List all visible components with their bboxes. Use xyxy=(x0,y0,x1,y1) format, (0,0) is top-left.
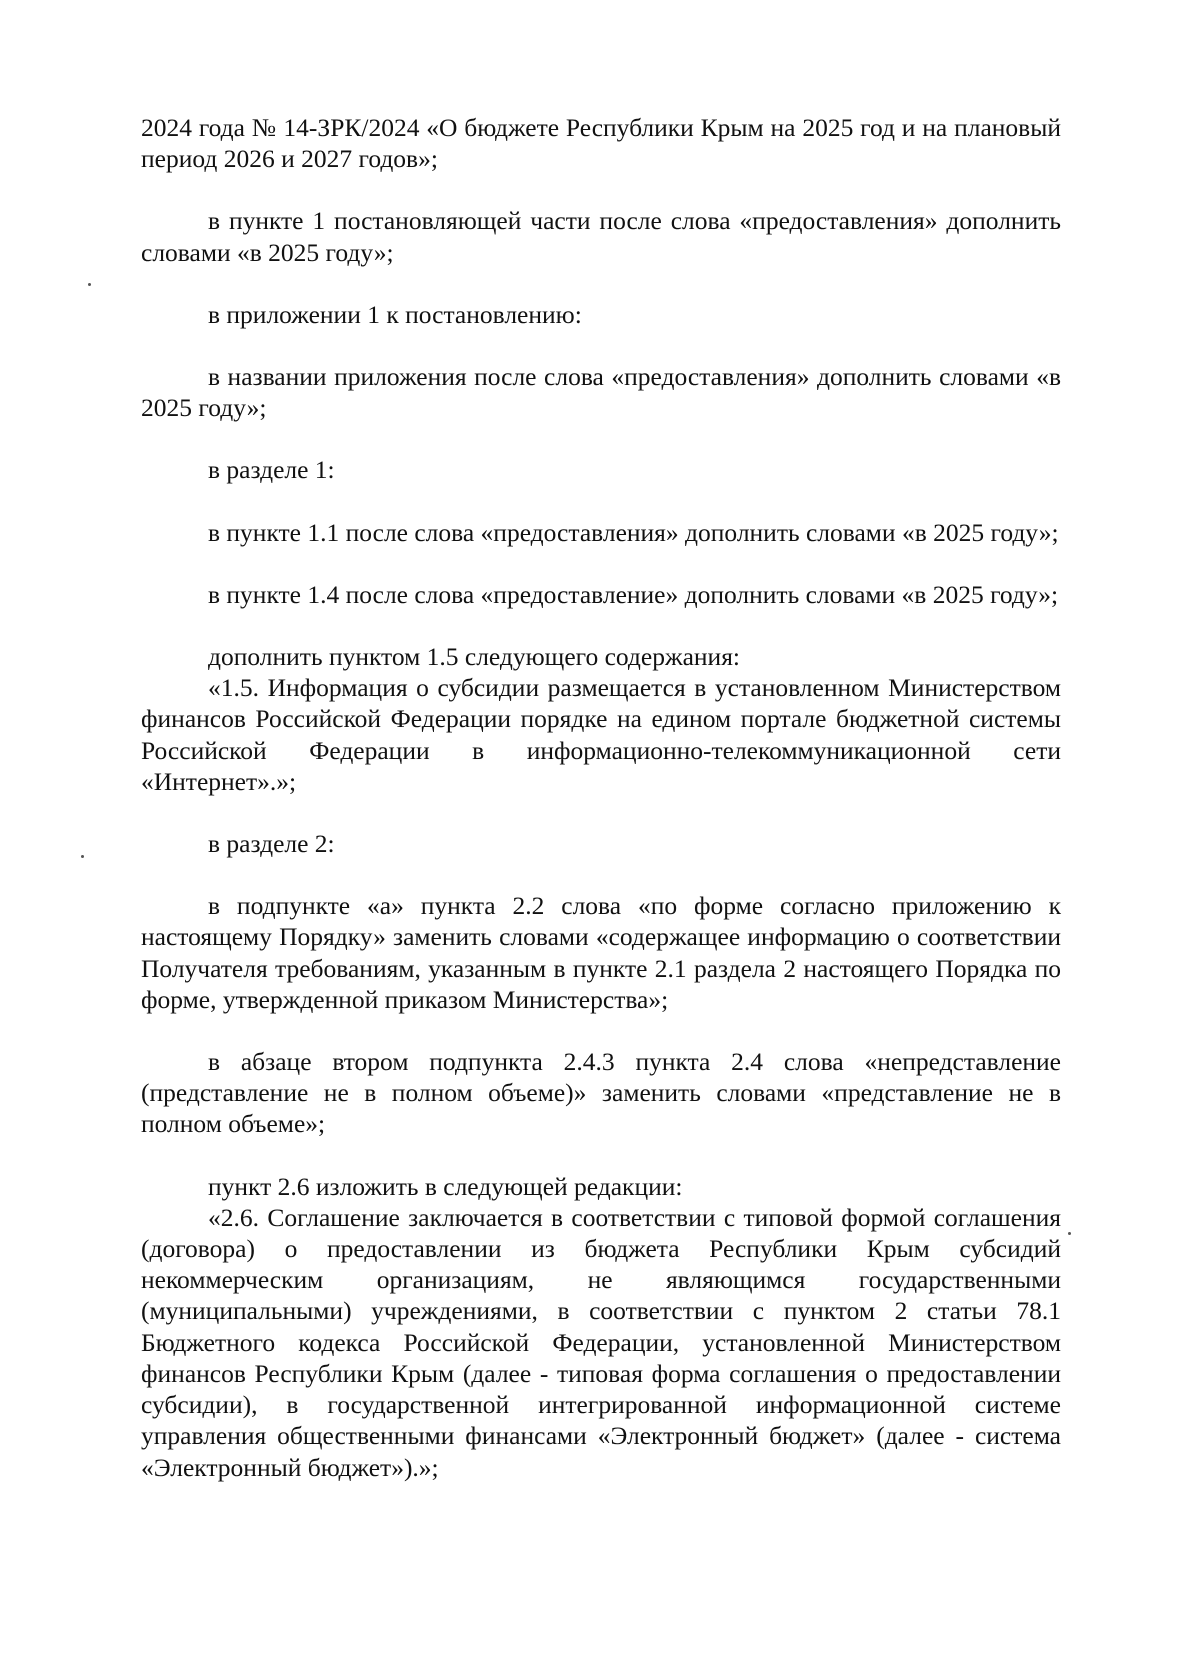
paragraph-continuation: 2024 года № 14-ЗРК/2024 «О бюджете Республики Крым на 2025 год и на плановый период 2026 и 2027 годов»; xyxy=(141,113,1061,174)
paragraph-appendix-title: в названии приложения после слова «предоставления» дополнить словами «в 2025 году»; xyxy=(141,362,1061,423)
paragraph-point-2-4-3: в абзаце втором подпункта 2.4.3 пункта 2.4 слова «непредставление (представление не в полном объеме)» заменить словами «представление не в полном объеме»; xyxy=(141,1047,1061,1139)
scan-speck xyxy=(88,283,91,286)
paragraph-point-2-6-text: «2.6. Соглашение заключается в соответствии с типовой формой соглашения (договора) о предоставлении из бюджета Республики Крым субсидий некоммерческим организациям, не являющимся государственными (муниципальными) учреждениями, в соответствии с пунктом 2 статьи 78.1 Бюджетного кодекса Российской Федерации, установленной Министерством финансов Республики Крым (далее - типовая форма соглашения о предоставлении субсидии), в государственной интегрированной информационной системе управления общественными финансами «Электронный бюджет» (далее - система «Электронный бюджет»).»; xyxy=(141,1202,1061,1482)
paragraph-amendment-point-1: в пункте 1 постановляющей части после слова «предоставления» дополнить словами «в 2025 году»; xyxy=(141,206,1061,267)
paragraph-point-2-6-intro: пункт 2.6 изложить в следующей редакции: xyxy=(208,1171,683,1201)
scan-speck xyxy=(1068,1232,1071,1235)
paragraph-point-1-4: в пункте 1.4 после слова «предоставление» дополнить словами «в 2025 году»; xyxy=(208,579,1059,609)
paragraph-add-point-1-5: дополнить пунктом 1.5 следующего содержания: xyxy=(208,642,741,672)
paragraph-point-1-1: в пункте 1.1 после слова «предоставления» дополнить словами «в 2025 году»; xyxy=(208,517,1059,547)
paragraph-section-1: в разделе 1: xyxy=(208,455,335,485)
paragraph-appendix-1: в приложении 1 к постановлению: xyxy=(208,299,582,329)
document-body xyxy=(141,112,1061,1483)
paragraph-section-2: в разделе 2: xyxy=(208,829,335,859)
paragraph-point-1-5-text: «1.5. Информация о субсидии размещается в установленном Министерством финансов Российской Федерации порядке на едином портале бюджетной системы Российской Федерации в информационно-телекоммуникационной сети «Интернет».»; xyxy=(141,673,1061,796)
scan-speck xyxy=(81,855,84,858)
paragraph-point-2-2: в подпункте «а» пункта 2.2 слова «по форме согласно приложению к настоящему Порядку» заменить словами «содержащее информацию о соответствии Получателя требованиям, указанным в пункте 2.1 раздела 2 настоящего Порядка по форме, утвержденной приказом Министерства»; xyxy=(141,891,1061,1014)
